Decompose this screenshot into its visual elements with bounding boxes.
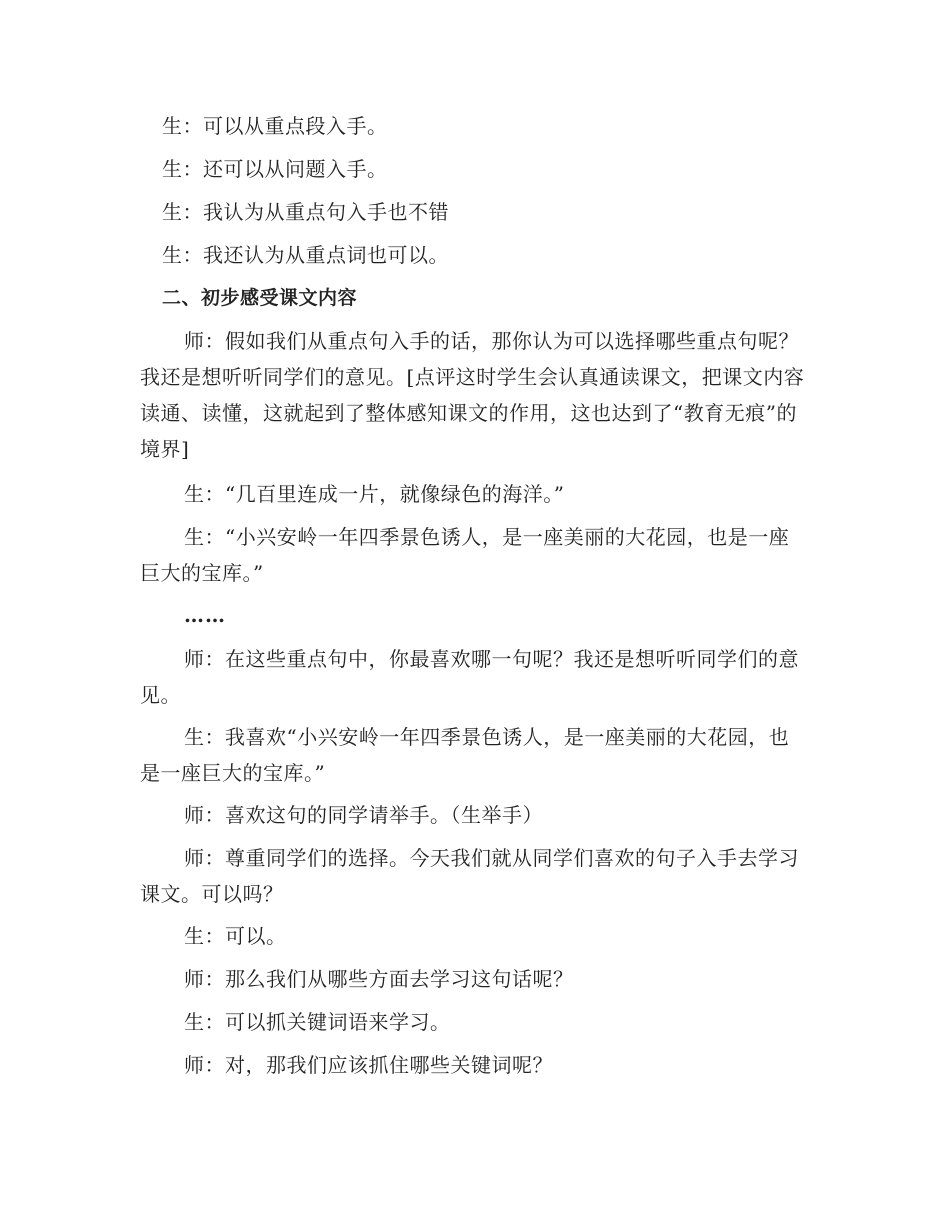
student-favorite-reply: 生：我喜欢“小兴安岭一年四季景色诱人，是一座美丽的大花园，也是一座巨大的宝库。” <box>140 725 790 785</box>
teacher-respect-choice: 师：尊重同学们的选择。今天我们就从同学们喜欢的句子入手去学习课文。可以吗？ <box>140 846 799 906</box>
student-reply-key-word: 生：我还认为从重点词也可以。 <box>162 243 449 267</box>
teacher-which-keywords: 师：对，那我们应该抓住哪些关键词呢？ <box>184 1053 553 1077</box>
teacher-favorite-question: 师：在这些重点句中，你最喜欢哪一句呢？我还是想听听同学们的意见。 <box>140 647 799 707</box>
student-agree: 生：可以。 <box>184 924 287 948</box>
teacher-raise-hands: 师：喜欢这句的同学请举手。（生举手） <box>184 803 543 827</box>
student-keywords: 生：可以抓关键词语来学习。 <box>184 1010 451 1034</box>
student-reply-key-paragraph: 生：可以从重点段入手。 <box>162 114 388 138</box>
student-quote-green-sea: 生：“几百里连成一片，就像绿色的海洋。” <box>184 482 565 506</box>
section-heading: 二、初步感受课文内容 <box>162 287 358 309</box>
student-reply-key-sentence: 生：我认为从重点句入手也不错 <box>162 200 449 224</box>
student-quote-big-garden: 生：“小兴安岭一年四季景色诱人，是一座美丽的大花园，也是一座巨大的宝库。” <box>140 525 790 585</box>
teacher-question-with-comment: 师：假如我们从重点句入手的话，那你认为可以选择哪些重点句呢？我还是想听听同学们的意见。[点评这时学生会认真通读课文，把课文内容读通、读懂，这就起到了整体感知课文的作用，这也达到了“教育无痕”的境界] <box>140 329 805 461</box>
student-reply-question: 生：还可以从问题入手。 <box>162 157 388 181</box>
ellipsis: …… <box>184 603 226 627</box>
teacher-which-aspects: 师：那么我们从哪些方面去学习这句话呢？ <box>184 967 574 991</box>
